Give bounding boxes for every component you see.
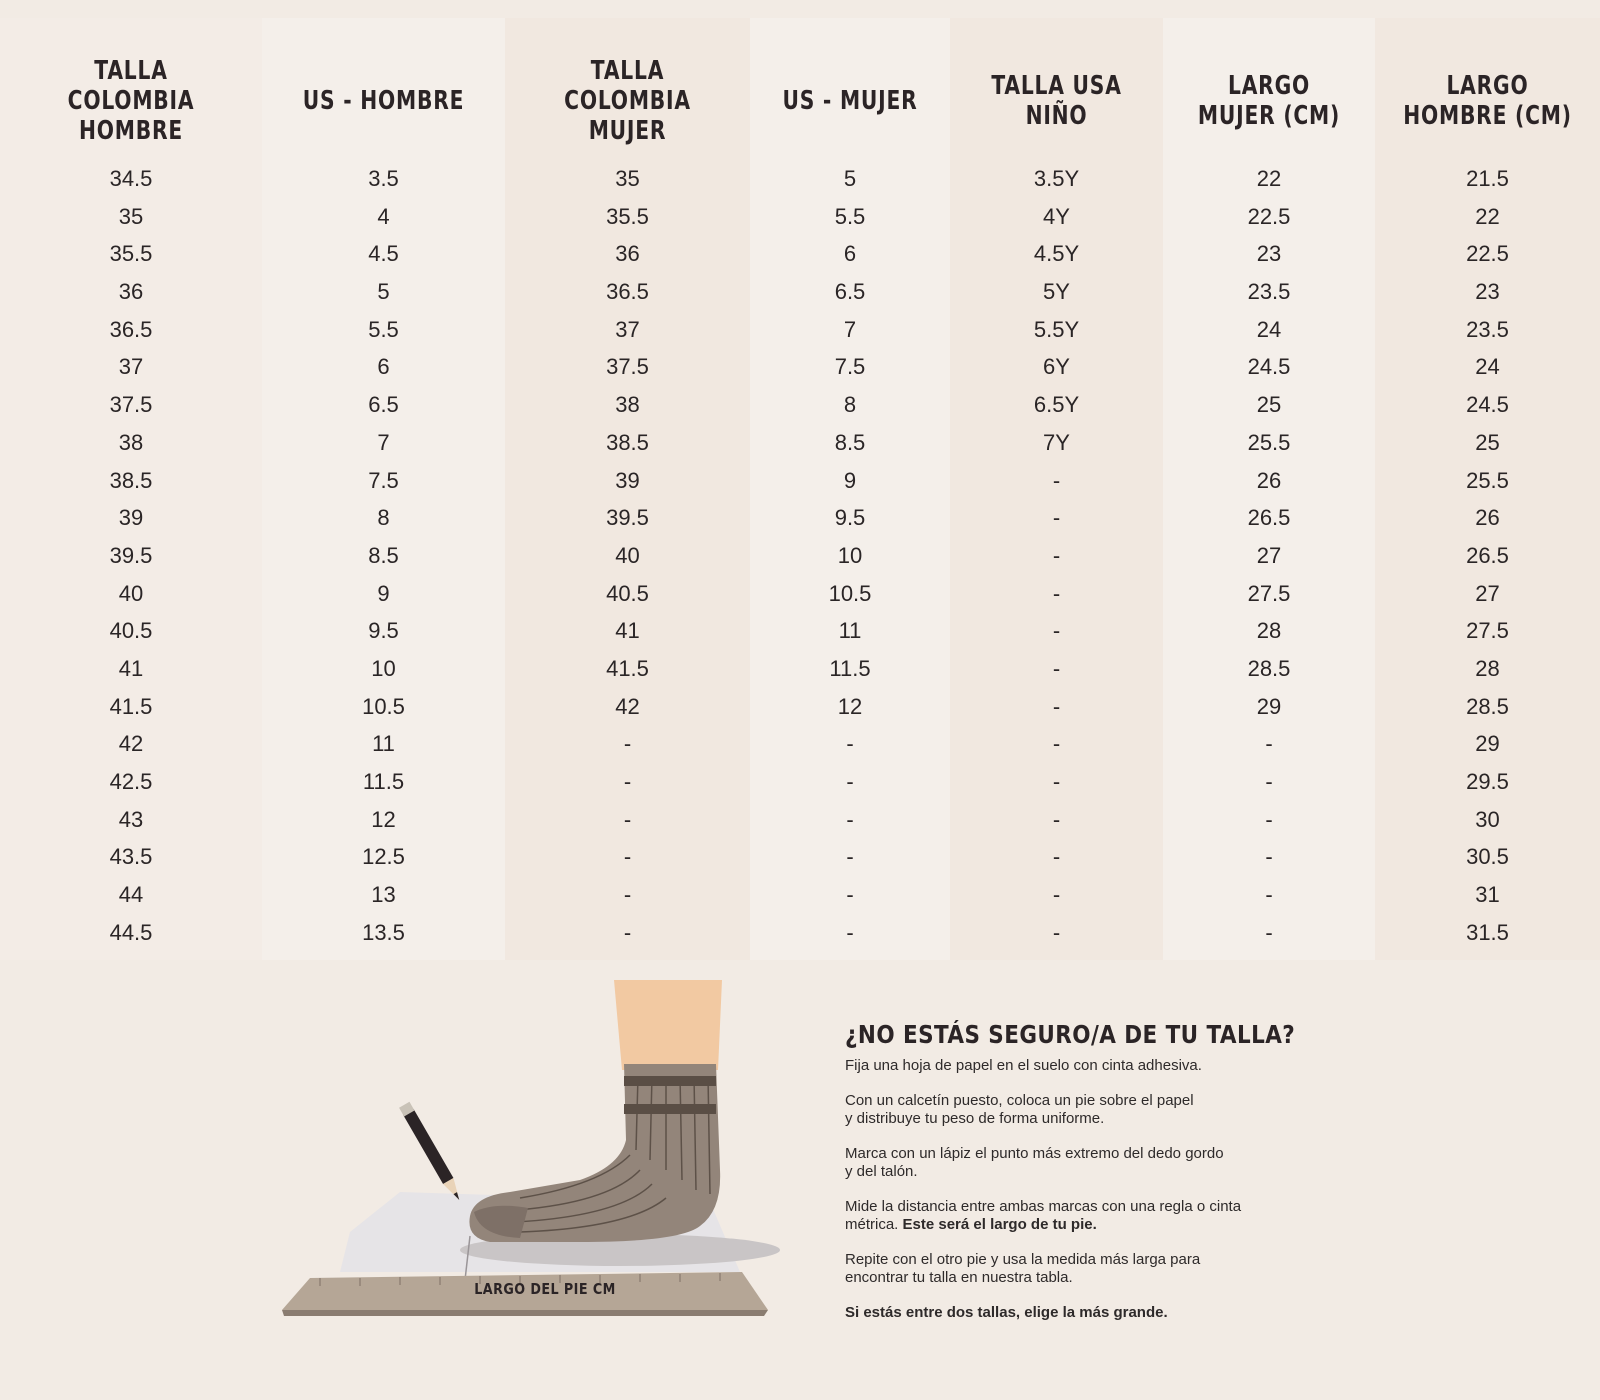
table-cell: 12 [837, 693, 863, 719]
table-cell: 37.5 [109, 392, 153, 418]
column-header: LARGO HOMBRE (CM) [1403, 71, 1572, 131]
table-cell: 27 [1475, 580, 1500, 606]
table-cell: 39 [118, 505, 144, 531]
table-cell: 26.5 [1247, 505, 1291, 531]
table-cell: 35 [118, 203, 144, 229]
measuring-guide [0, 960, 1600, 1400]
size-table [0, 18, 1600, 960]
table-cell: 29.5 [1466, 769, 1509, 794]
table-column [750, 18, 950, 960]
table-cell: 12 [371, 806, 396, 832]
table-cell: 7 [843, 316, 857, 342]
table-cell: - [1052, 467, 1061, 493]
table-cell: 9 [843, 467, 857, 493]
table-column [1375, 18, 1600, 960]
column-cells [750, 160, 950, 951]
table-cell: 22.5 [1247, 203, 1291, 229]
table-cell: - [1052, 806, 1061, 832]
column-header: TALLA COLOMBIA HOMBRE [67, 56, 195, 146]
table-cell: 7.5 [834, 354, 866, 380]
table-cell: 34.5 [109, 166, 153, 191]
table-cell: 7.5 [368, 467, 399, 493]
table-cell: 41 [118, 655, 144, 681]
table-cell: - [623, 769, 632, 794]
table-cell: 5.5Y [1033, 316, 1080, 342]
table-cell: 25 [1256, 392, 1282, 418]
table-cell: 6Y [1043, 354, 1070, 380]
table-cell: 7Y [1043, 429, 1070, 455]
table-cell: 21.5 [1466, 166, 1509, 191]
table-cell: - [846, 844, 854, 870]
table-cell: 29 [1475, 731, 1500, 757]
table-cell: 13.5 [362, 919, 405, 945]
guide-step-2: Con un calcetín puesto, coloca un pie sobre el papel y distribuye tu peso de forma uniforme. [845, 1092, 1194, 1127]
column-header: US - HOMBRE [302, 86, 465, 116]
column-header: US - MUJER [782, 86, 918, 116]
ruler-label: LARGO DEL PIE CM [474, 1280, 616, 1298]
table-cell: 31.5 [1466, 919, 1509, 945]
table-cell: 26 [1256, 467, 1282, 493]
column-cells [505, 160, 750, 951]
table-cell: - [623, 731, 632, 757]
table-cell: 42.5 [109, 769, 153, 794]
table-cell: 23.5 [1247, 279, 1291, 305]
table-cell: 25 [1475, 429, 1500, 455]
table-cell: 27 [1256, 542, 1282, 568]
table-cell: 5 [843, 166, 857, 191]
table-cell: 24.5 [1247, 354, 1291, 380]
table-cell: - [1052, 919, 1061, 945]
table-cell: 10.5 [362, 693, 405, 719]
table-cell: 6.5Y [1033, 392, 1080, 418]
table-cell: - [1052, 769, 1061, 794]
table-cell: 29 [1256, 693, 1282, 719]
table-cell: 40 [615, 542, 640, 568]
table-column [1163, 18, 1375, 960]
table-cell: 41.5 [606, 655, 649, 681]
table-cell: 6.5 [368, 392, 399, 418]
table-cell: 22 [1256, 166, 1282, 191]
guide-step-5: Repite con el otro pie y usa la medida más larga para encontrar tu talla en nuestra tabla. [845, 1251, 1201, 1286]
table-cell: 6 [377, 354, 390, 380]
table-cell: - [1052, 580, 1061, 606]
table-cell: 24 [1256, 316, 1282, 342]
table-cell: - [1052, 731, 1061, 757]
table-cell: - [623, 919, 632, 945]
table-column [505, 18, 750, 960]
guide-step-4-text: Mide la distancia entre ambas marcas con una regla o cinta métrica. [845, 1198, 1242, 1233]
column-cells [1163, 160, 1375, 951]
table-cell: - [1265, 769, 1273, 794]
table-cell: 4.5 [368, 241, 399, 267]
table-cell: 7 [377, 429, 390, 455]
table-cell: 35.5 [109, 241, 153, 267]
table-cell: 5.5 [834, 203, 866, 229]
table-cell: 8 [377, 505, 390, 531]
table-cell: 31 [1475, 882, 1500, 908]
table-cell: 43.5 [109, 844, 153, 870]
table-cell: 43 [118, 806, 144, 832]
table-cell: 6.5 [834, 279, 866, 305]
column-header: LARGO MUJER (CM) [1197, 71, 1341, 131]
guide-title: ¿NO ESTÁS SEGURO/A DE TU TALLA? [845, 1020, 1296, 1049]
column-cells [0, 160, 262, 951]
table-cell: 42 [118, 731, 144, 757]
column-cells [1375, 160, 1600, 951]
table-cell: 23.5 [1466, 316, 1509, 342]
table-cell: 28 [1256, 618, 1282, 644]
table-cell: - [1265, 731, 1273, 757]
table-cell: - [846, 769, 854, 794]
table-column [262, 18, 505, 960]
table-cell: 38 [615, 392, 640, 418]
table-cell: 9.5 [834, 505, 866, 531]
table-cell: 4Y [1043, 203, 1070, 229]
table-cell: 11 [838, 618, 862, 644]
table-cell: 8.5 [368, 542, 399, 568]
guide-step-3: Marca con un lápiz el punto más extremo del dedo gordo y del talón. [845, 1145, 1224, 1180]
table-cell: 3.5Y [1033, 166, 1080, 191]
guide-text [845, 1020, 1365, 1339]
guide-step-4-bold: Este será el largo de tu pie. [902, 1216, 1097, 1233]
table-cell: 40.5 [606, 580, 649, 606]
table-cell: - [623, 882, 632, 908]
table-cell: 36 [615, 241, 640, 267]
table-cell: - [846, 919, 854, 945]
table-cell: - [1052, 693, 1061, 719]
table-cell: 37.5 [606, 354, 649, 380]
table-cell: 36.5 [109, 316, 153, 342]
table-cell: 24 [1475, 354, 1500, 380]
table-cell: - [1052, 844, 1061, 870]
table-cell: 4 [377, 203, 390, 229]
table-cell: 39.5 [109, 542, 153, 568]
table-cell: 11 [372, 731, 395, 757]
table-cell: - [1052, 882, 1061, 908]
table-cell: 11.5 [362, 769, 405, 794]
table-cell: 40 [118, 580, 144, 606]
guide-final-tip-text: Si estás entre dos tallas, elige la más grande. [845, 1304, 1168, 1321]
table-cell: 35.5 [606, 203, 649, 229]
table-cell: 28.5 [1247, 655, 1291, 681]
table-cell: 37 [615, 316, 640, 342]
table-cell: 39 [615, 467, 640, 493]
guide-step-1: Fija una hoja de papel en el suelo con cinta adhesiva. [845, 1057, 1202, 1074]
table-cell: 22 [1475, 203, 1500, 229]
column-header: TALLA COLOMBIA MUJER [564, 56, 691, 146]
table-cell: 24.5 [1466, 392, 1509, 418]
table-cell: 27.5 [1247, 580, 1291, 606]
table-cell: - [846, 882, 854, 908]
column-cells [950, 160, 1163, 951]
table-cell: 8 [843, 392, 857, 418]
guide-final-tip [845, 1304, 1365, 1322]
table-cell: 9 [377, 580, 390, 606]
guide-step-4 [845, 1198, 1365, 1234]
column-header: TALLA USA NIÑO [991, 71, 1122, 131]
table-cell: 38.5 [109, 467, 153, 493]
table-cell: 37 [118, 354, 144, 380]
table-cell: 27.5 [1466, 618, 1509, 644]
table-cell: 23 [1256, 241, 1282, 267]
table-cell: 10.5 [828, 580, 872, 606]
table-cell: - [1052, 505, 1061, 531]
table-cell: - [623, 806, 632, 832]
table-cell: 26 [1475, 505, 1500, 531]
table-cell: 44 [118, 882, 144, 908]
table-cell: - [1265, 882, 1273, 908]
table-cell: - [1265, 806, 1273, 832]
table-cell: 9.5 [368, 618, 399, 644]
table-cell: 25.5 [1466, 467, 1509, 493]
table-cell: 30.5 [1466, 844, 1509, 870]
table-cell: 38 [118, 429, 144, 455]
table-cell: 36 [118, 279, 144, 305]
table-cell: 35 [615, 166, 640, 191]
table-cell: 5.5 [368, 316, 399, 342]
table-cell: - [846, 731, 854, 757]
table-cell: 4.5Y [1033, 241, 1080, 267]
table-cell: 28 [1475, 655, 1500, 681]
table-cell: - [1265, 844, 1273, 870]
table-cell: 10 [371, 655, 396, 681]
table-cell: - [623, 844, 632, 870]
table-cell: 41 [615, 618, 640, 644]
table-cell: 3.5 [368, 166, 399, 191]
table-cell: 10 [837, 542, 863, 568]
foot-measure-illustration [280, 980, 800, 1300]
table-cell: 12.5 [362, 844, 405, 870]
table-cell: 36.5 [606, 279, 649, 305]
table-cell: 5Y [1043, 279, 1070, 305]
table-cell: 26.5 [1466, 542, 1509, 568]
table-cell: 39.5 [606, 505, 649, 531]
table-cell: 8.5 [834, 429, 866, 455]
table-cell: 42 [615, 693, 640, 719]
table-cell: 38.5 [606, 429, 649, 455]
table-cell: - [1052, 542, 1061, 568]
table-cell: 6 [843, 241, 857, 267]
table-cell: 22.5 [1466, 241, 1509, 267]
table-cell: - [846, 806, 854, 832]
foot-sock-icon [280, 980, 800, 1320]
table-cell: 13 [371, 882, 396, 908]
column-cells [262, 160, 505, 951]
table-cell: 41.5 [109, 693, 153, 719]
table-cell: 11.5 [829, 655, 871, 681]
table-cell: - [1052, 618, 1061, 644]
table-cell: 25.5 [1247, 429, 1291, 455]
table-cell: 23 [1475, 279, 1500, 305]
table-cell: - [1052, 655, 1061, 681]
table-cell: - [1265, 919, 1273, 945]
table-cell: 5 [377, 279, 390, 305]
table-cell: 40.5 [109, 618, 153, 644]
table-column [950, 18, 1163, 960]
table-cell: 28.5 [1466, 693, 1509, 719]
table-column [0, 18, 262, 960]
table-cell: 44.5 [109, 919, 153, 945]
table-cell: 30 [1475, 806, 1500, 832]
